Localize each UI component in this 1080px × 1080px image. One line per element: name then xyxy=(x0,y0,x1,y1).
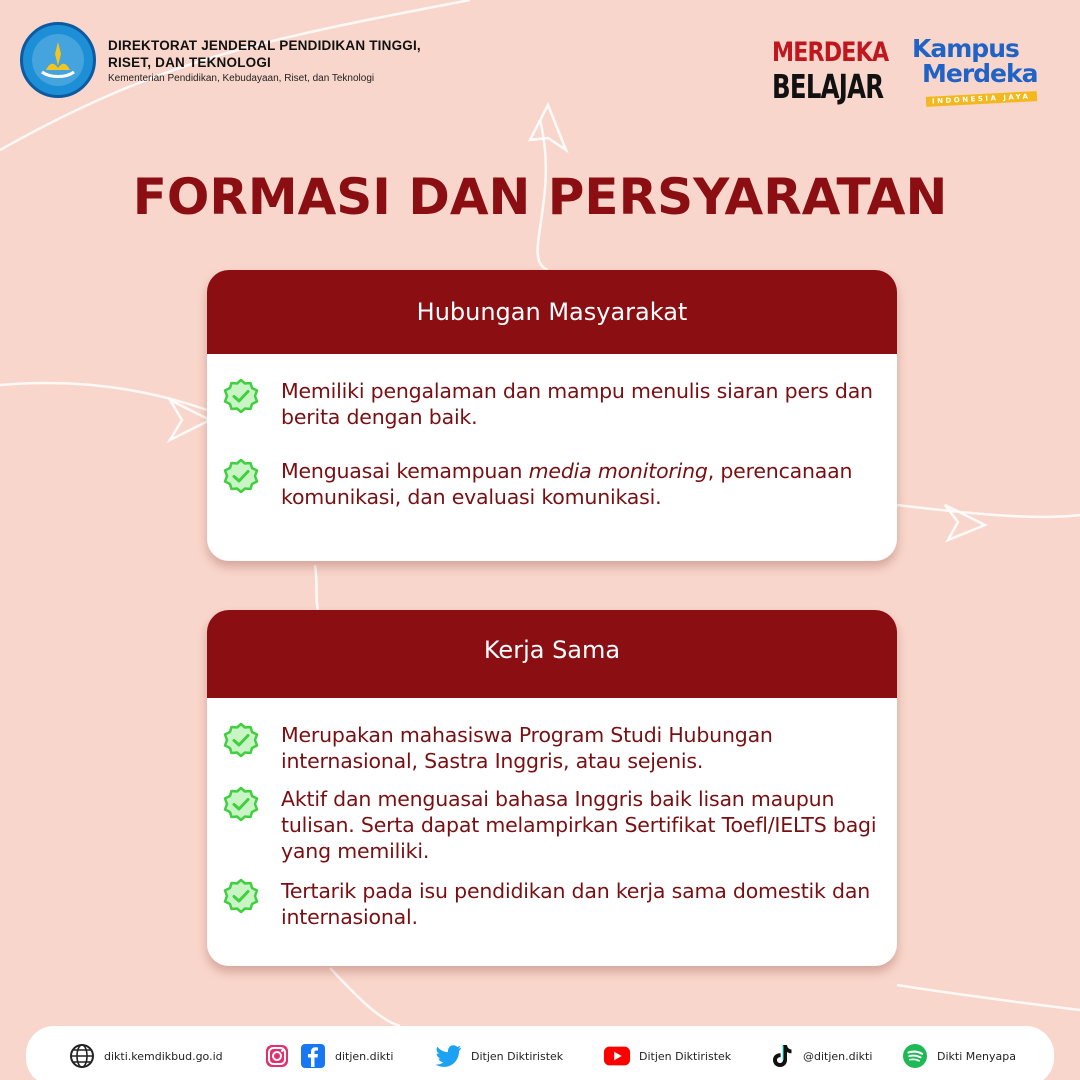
position-card-kerja-sama xyxy=(207,610,897,966)
merdeka-logo-line2: BELAJAR xyxy=(772,67,884,106)
footer-website[interactable] xyxy=(68,1042,263,1070)
instagram-icon xyxy=(263,1042,291,1070)
check-badge-icon xyxy=(223,878,259,914)
requirement-text: Memiliki pengalaman dan mampu menulis siaran pers dan berita dengan baik. xyxy=(281,379,873,429)
org-name-line1: DIREKTORAT JENDERAL PENDIDIKAN TINGGI, xyxy=(108,37,421,53)
footer-website-label: dikti.kemdikbud.go.id xyxy=(104,1049,223,1063)
card-heading: Hubungan Masyarakat xyxy=(207,270,897,354)
kampus-merdeka-logo xyxy=(912,36,1048,105)
card-heading: Kerja Sama xyxy=(207,610,897,698)
check-badge-icon xyxy=(223,786,259,822)
requirements-list xyxy=(207,698,897,930)
list-item xyxy=(223,786,881,864)
facebook-icon xyxy=(299,1042,327,1070)
list-item xyxy=(223,878,881,930)
list-item xyxy=(223,722,881,774)
footer-twitter[interactable] xyxy=(435,1042,603,1070)
youtube-icon xyxy=(603,1042,631,1070)
requirement-text: Tertarik pada isu pendidikan dan kerja sama domestik dan internasional. xyxy=(281,879,870,929)
check-badge-icon xyxy=(223,722,259,758)
globe-icon xyxy=(68,1042,96,1070)
kampus-logo-line2: Merdeka xyxy=(922,59,1038,88)
merdeka-belajar-logo xyxy=(772,36,890,104)
requirement-text xyxy=(281,458,881,510)
footer-youtube[interactable] xyxy=(603,1042,767,1070)
page-title: FORMASI DAN PERSYARATAN xyxy=(132,168,948,226)
requirement-text-post: , perencanaan komunikasi, dan evaluasi komunikasi. xyxy=(281,459,853,509)
footer-twitter-label: Ditjen Diktiristek xyxy=(471,1049,564,1063)
header xyxy=(20,22,421,98)
tiktok-icon xyxy=(767,1042,795,1070)
org-block xyxy=(108,37,421,84)
footer-spotify-label: Dikti Menyapa xyxy=(937,1049,1016,1063)
footer-youtube-label: Ditjen Diktiristek xyxy=(639,1049,732,1063)
position-card-hubungan-masyarakat xyxy=(207,270,897,561)
tut-wuri-handayani-logo xyxy=(20,22,96,98)
check-badge-icon xyxy=(223,458,259,494)
requirements-list xyxy=(207,354,897,510)
list-item xyxy=(223,378,881,430)
requirement-text-emphasis: media monitoring xyxy=(528,459,708,483)
requirement-text: Aktif dan menguasai bahasa Inggris baik lisan maupun tulisan. Serta dapat melampirkan Sertifikat Toefl/IELTS bagi yang memiliki. xyxy=(281,787,877,863)
kampus-logo-line1: Kampus xyxy=(912,34,1019,63)
check-badge-icon xyxy=(223,378,259,414)
twitter-icon xyxy=(435,1042,463,1070)
footer-spotify[interactable] xyxy=(901,1042,1016,1070)
org-subtitle: Kementerian Pendidikan, Kebudayaan, Riset, dan Teknologi xyxy=(108,72,375,84)
merdeka-logo-line1: MERDEKA xyxy=(772,37,889,68)
requirement-text-pre: Menguasai kemampuan xyxy=(281,459,529,483)
kampus-logo-tag: INDONESIA JAYA xyxy=(926,91,1037,107)
social-footer xyxy=(26,1026,1054,1080)
list-item xyxy=(223,458,881,510)
footer-instagram-facebook[interactable] xyxy=(263,1042,435,1070)
spotify-icon xyxy=(901,1042,929,1070)
requirement-text: Merupakan mahasiswa Program Studi Hubungan internasional, Sastra Inggris, atau sejenis. xyxy=(281,723,773,773)
org-name-line2: RISET, DAN TEKNOLOGI xyxy=(108,54,272,70)
footer-ig-fb-label: ditjen.dikti xyxy=(335,1049,394,1063)
footer-tiktok[interactable] xyxy=(767,1042,901,1070)
footer-tiktok-label: @ditjen.dikti xyxy=(803,1049,873,1063)
